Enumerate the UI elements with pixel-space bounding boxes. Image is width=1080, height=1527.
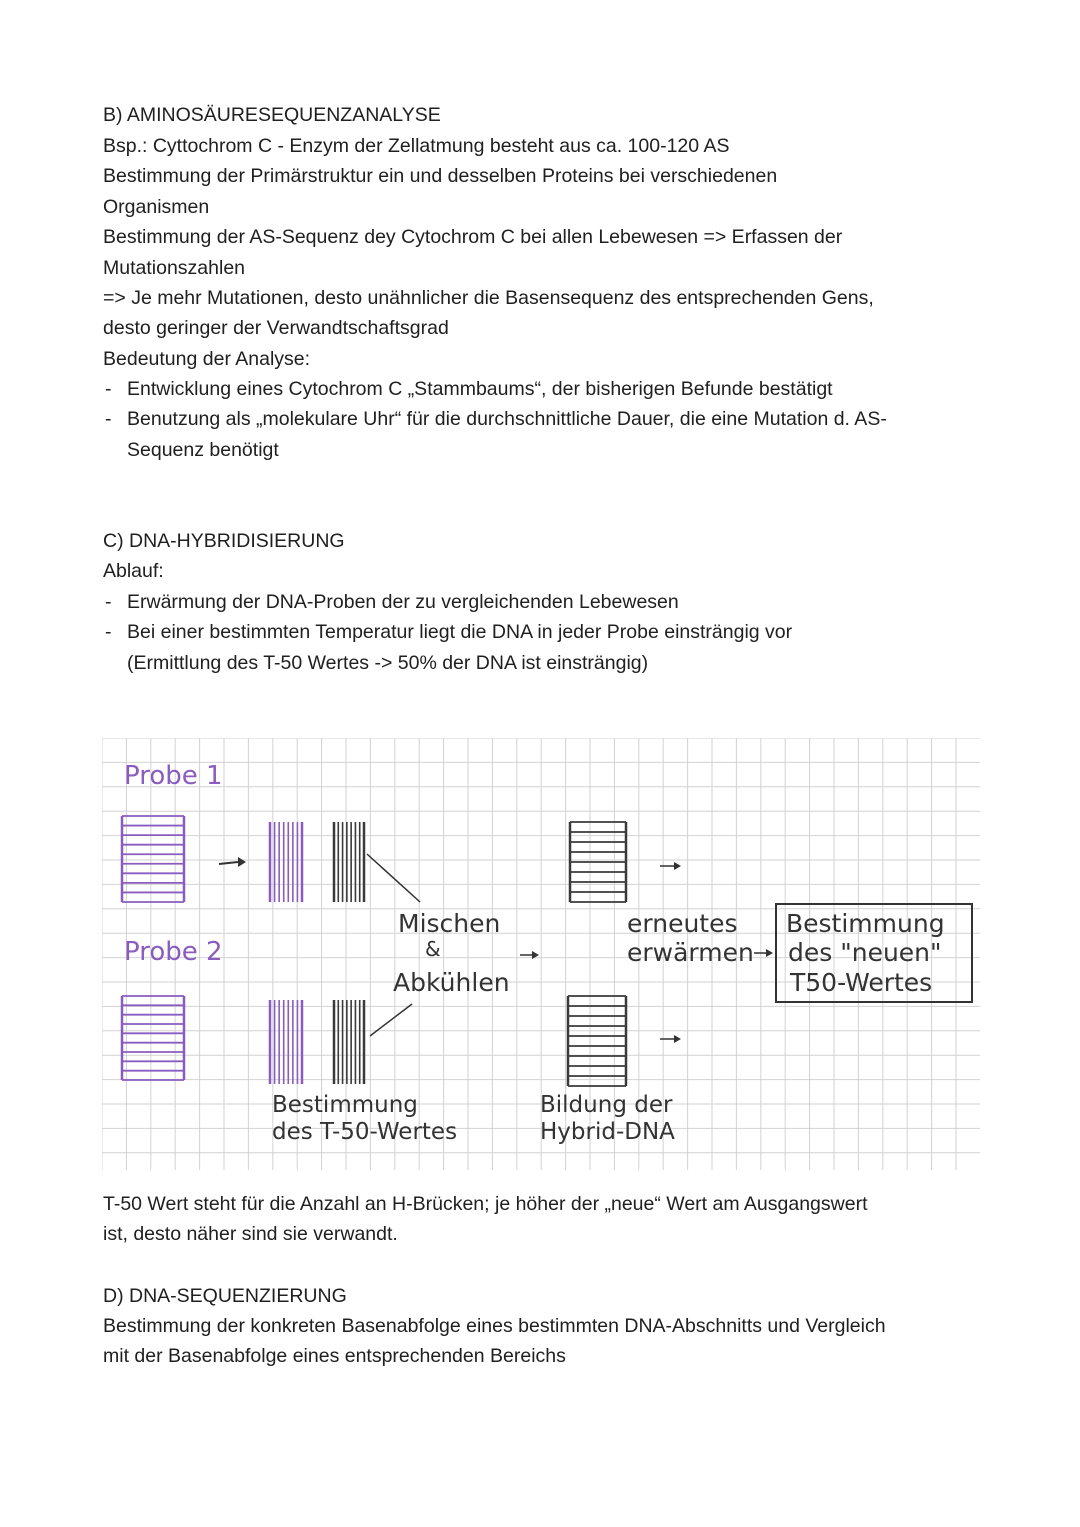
bullet-dash: -: [105, 591, 112, 613]
probe-1-label: Probe 1: [124, 761, 223, 791]
box-line-2: des "neuen": [788, 938, 942, 967]
label-hybrid-dna: Hybrid-DNA: [540, 1119, 675, 1145]
text-line: Bedeutung der Analyse:: [103, 348, 311, 370]
label-bestimmung: Bestimmung: [272, 1092, 418, 1118]
bullet-continuation: Sequenz benötigt: [127, 439, 279, 461]
section-c-heading: C) DNA-HYBRIDISIERUNG: [103, 530, 345, 552]
label-t50-wertes: des T-50-Wertes: [272, 1119, 458, 1145]
text-line: Bsp.: Cyttochrom C - Enzym der Zellatmung besteht aus ca. 100-120 AS: [103, 135, 730, 157]
section-b-heading: B) AMINOSÄURESEQUENZANALYSE: [103, 104, 441, 126]
arrow-icon: [754, 949, 773, 957]
text-line: Bestimmung der AS-Sequenz dey Cytochrom C bei allen Lebewesen => Erfassen der: [103, 226, 843, 248]
probe-1-single-strand: [334, 822, 364, 902]
text-line: Ablauf:: [103, 560, 164, 582]
box-line-3: T50-Wertes: [790, 968, 933, 997]
text-line: Bestimmung der konkreten Basenabfolge eines bestimmten DNA-Abschnitts und Vergleich: [103, 1315, 886, 1337]
connector-line: [367, 854, 420, 902]
box-line-1: Bestimmung: [786, 909, 945, 938]
bullet-dash: -: [105, 378, 112, 400]
text-line: ist, desto näher sind sie verwandt.: [103, 1223, 398, 1245]
arrow-icon: [219, 857, 246, 867]
label-ampersand: &: [425, 937, 441, 961]
text-line: Mutationszahlen: [103, 257, 246, 279]
bullet-item: Entwicklung eines Cytochrom C „Stammbaums“, der bisherigen Befunde bestätigt: [127, 378, 833, 400]
bullet-continuation: (Ermittlung des T-50 Wertes -> 50% der DNA ist einsträngig): [127, 652, 649, 674]
bullet-item: Erwärmung der DNA-Proben der zu vergleichenden Lebewesen: [127, 591, 679, 613]
probe-1-single-strand: [270, 822, 302, 902]
section-d-heading: D) DNA-SEQUENZIERUNG: [103, 1285, 347, 1307]
probe-2-single-strand: [334, 1000, 364, 1084]
probe-2-label: Probe 2: [124, 937, 223, 967]
hybrid-dna-strand: [568, 996, 626, 1086]
label-erneutes: erneutes: [627, 909, 738, 938]
probe-2-single-strand: [270, 1000, 302, 1084]
text-line: mit der Basenabfolge eines entsprechenden Bereichs: [103, 1345, 566, 1367]
text-line: Organismen: [103, 196, 210, 218]
label-mischen: Mischen: [398, 909, 501, 938]
bullet-item: Bei einer bestimmten Temperatur liegt die DNA in jeder Probe einsträngig vor: [127, 621, 793, 643]
hybrid-dna-strand: [570, 822, 626, 902]
label-abkuehlen: Abkühlen: [393, 968, 510, 997]
dna-hybridization-diagram: [102, 738, 980, 1170]
bullet-item: Benutzung als „molekulare Uhr“ für die durchschnittliche Dauer, die eine Mutation d. AS-: [127, 408, 887, 430]
text-line: => Je mehr Mutationen, desto unähnlicher die Basensequenz des entsprechenden Gens,: [103, 287, 874, 309]
bullet-dash: -: [105, 621, 112, 643]
label-bildung: Bildung der: [540, 1092, 673, 1118]
text-line: desto geringer der Verwandtschaftsgrad: [103, 317, 449, 339]
label-erwaermen: erwärmen: [627, 938, 754, 967]
text-line: Bestimmung der Primärstruktur ein und desselben Proteins bei verschiedenen: [103, 165, 778, 187]
text-line: T-50 Wert steht für die Anzahl an H-Brücken; je höher der „neue“ Wert am Ausgangswert: [103, 1193, 868, 1215]
bullet-dash: -: [105, 408, 112, 430]
